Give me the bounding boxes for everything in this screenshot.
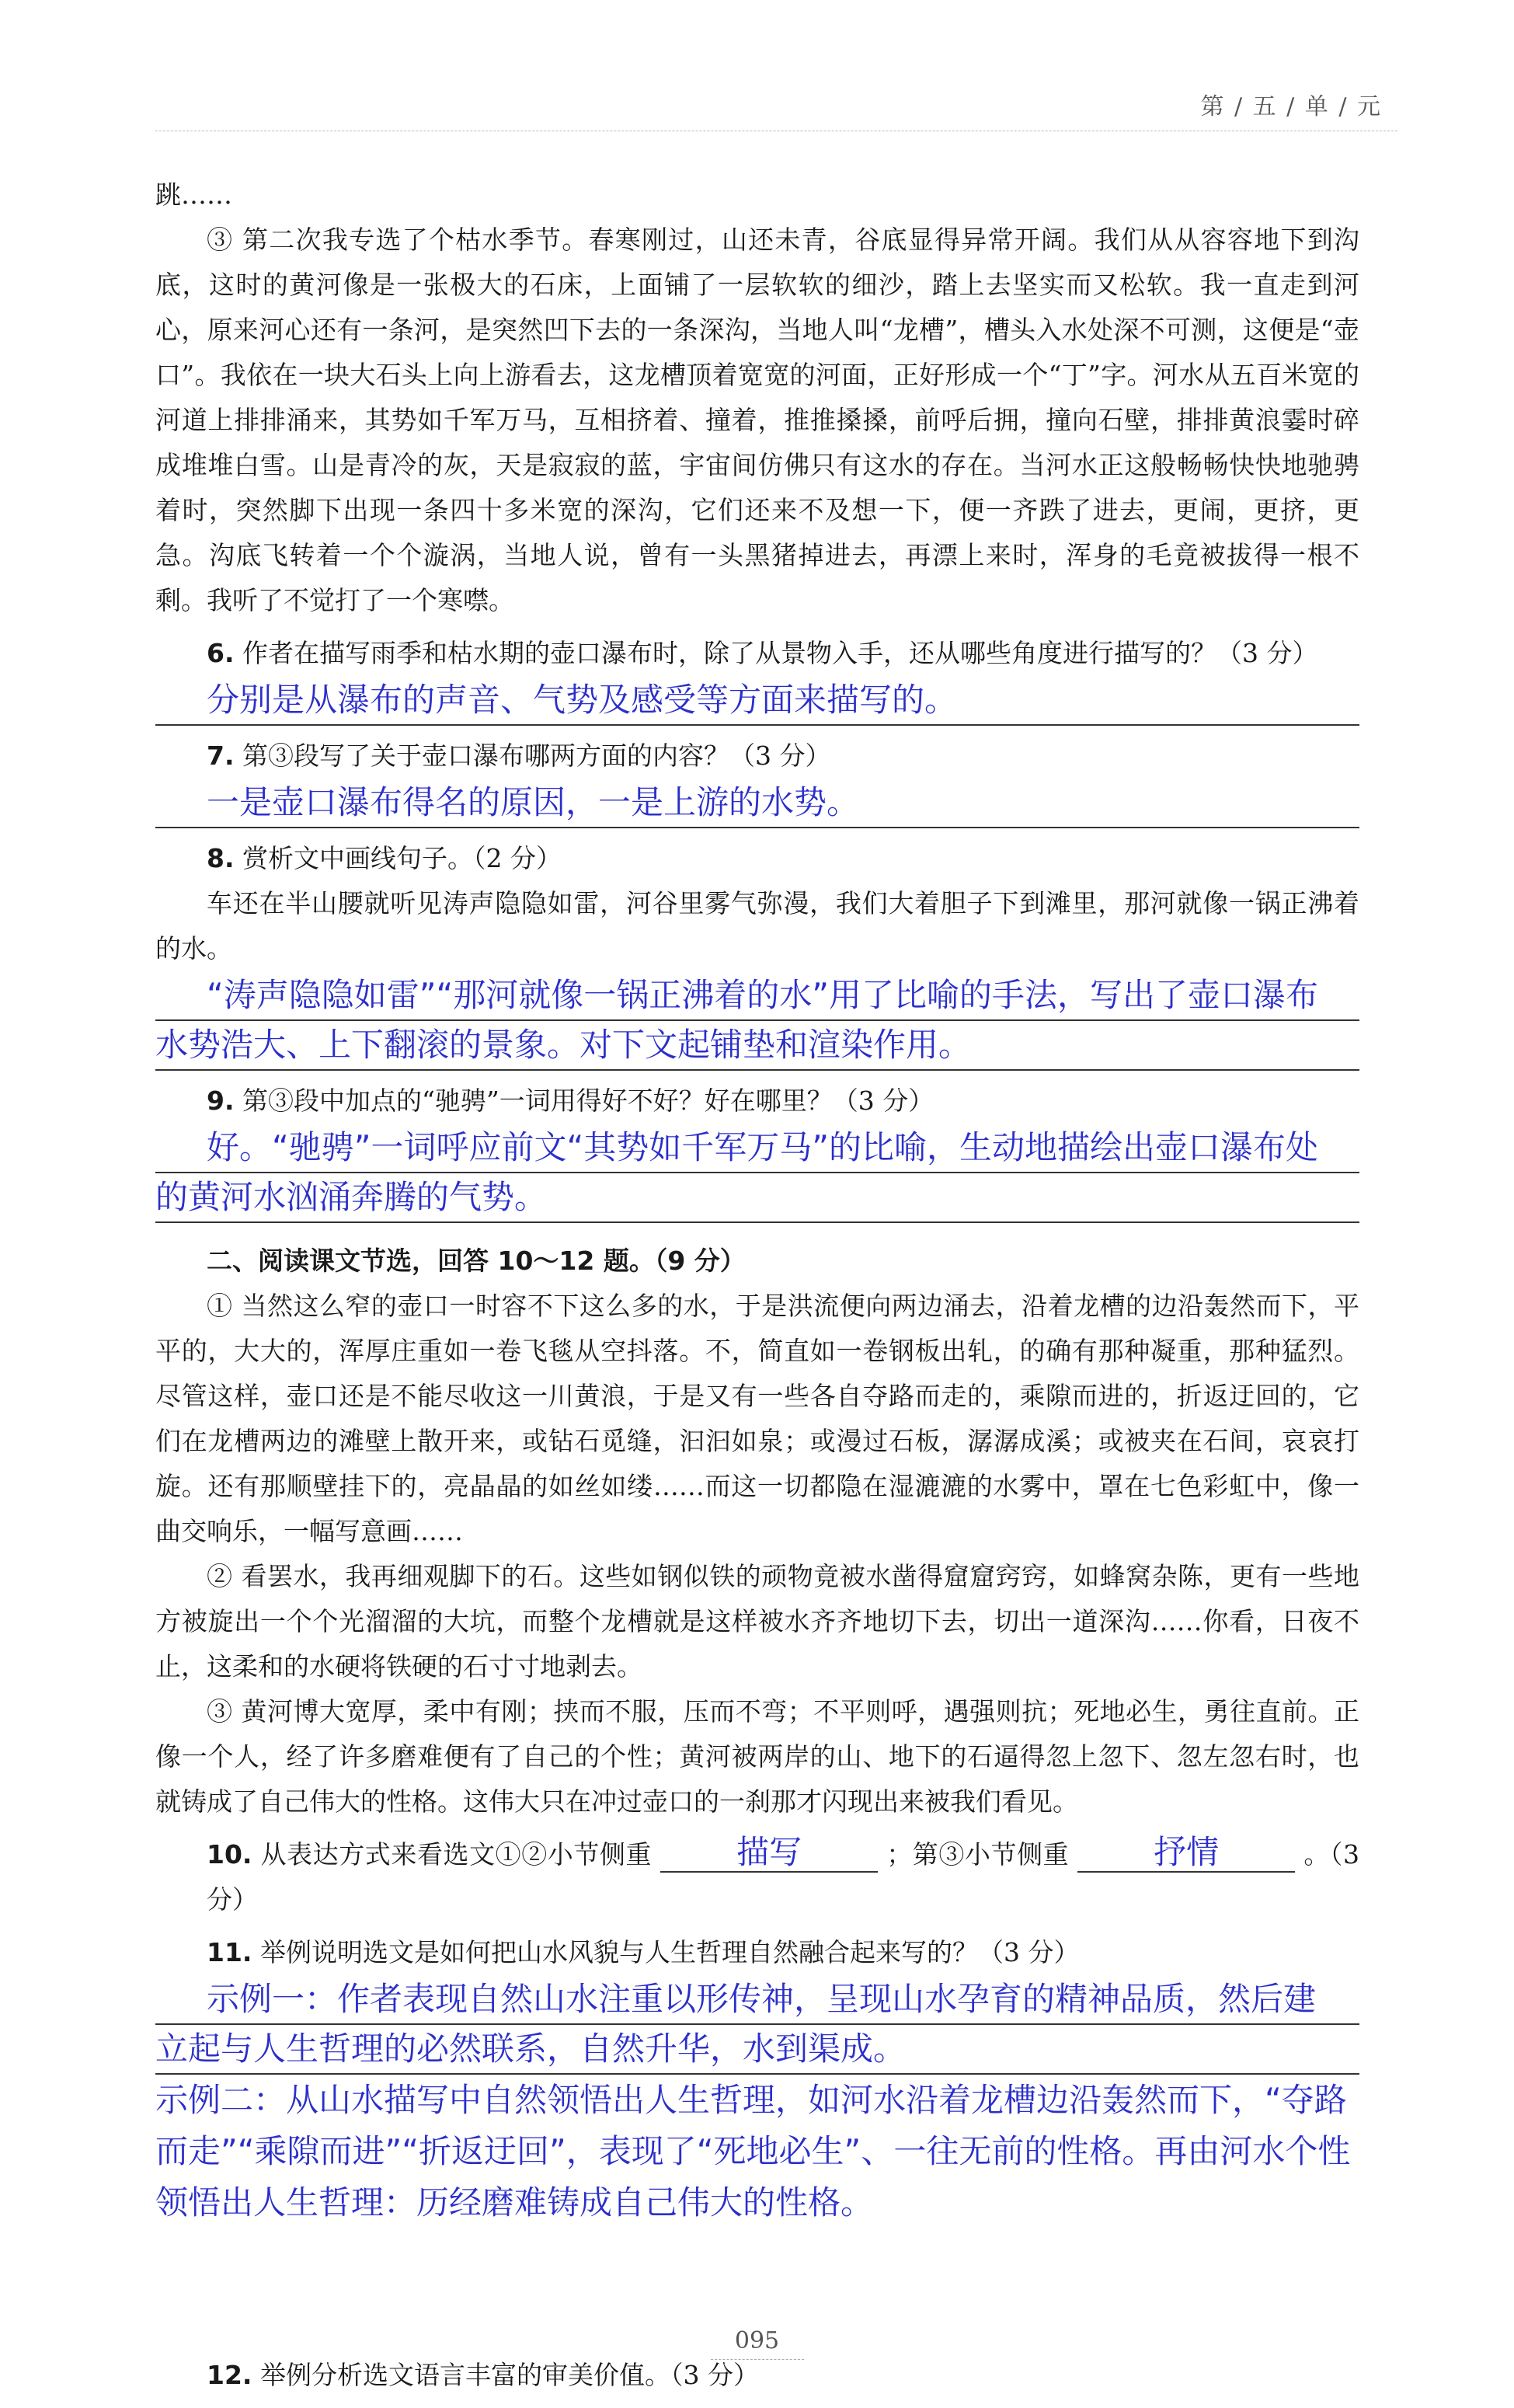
- question-10-number: 10.: [207, 1839, 252, 1870]
- question-9-number: 9.: [207, 1086, 235, 1116]
- question-12-text: 举例分析选文语言丰富的审美价值。（3 分）: [259, 2360, 759, 2390]
- question-11: [155, 1930, 1359, 1975]
- question-12-number: 12.: [207, 2360, 252, 2390]
- answer-11-example-1-line-2: 立起与人生哲理的必然联系，自然升华，水到渠成。: [155, 2025, 1359, 2075]
- question-8: [155, 836, 1359, 881]
- question-8-quote: 车还在半山腰就听见涛声隐隐如雷，河谷里雾气弥漫，我们大着胆子下到滩里，那河就像一锅正沸着的水。: [155, 888, 1359, 964]
- page-number: 095: [734, 2327, 780, 2354]
- question-10: [155, 1832, 1359, 1922]
- section-2-title: 二、阅读课文节选，回答 10～12 题。（9 分）: [207, 1246, 746, 1276]
- question-10-part-3: 。（3 分）: [207, 1839, 1359, 1915]
- passage-lead: 跳……: [155, 179, 232, 210]
- answer-6: 分别是从瀑布的声音、气势及感受等方面来描写的。: [155, 676, 1359, 726]
- question-10-part-1: 从表达方式来看选文①②小节侧重: [260, 1839, 653, 1870]
- question-6-text: 作者在描写雨季和枯水期的壶口瀑布时，除了从景物入手，还从哪些角度进行描写的？（3 分）: [242, 638, 1318, 668]
- answer-8-line-1: “涛声隐隐如雷”“那河就像一锅正沸着的水”用了比喻的手法，写出了壶口瀑布: [155, 971, 1359, 1021]
- answer-11-example-2: 示例二：从山水描写中自然领悟出人生哲理，如河水沿着龙槽边沿轰然而下，“夺路而走”“乘隙而进”“折返迂回”，表现了“死地必生”、一往无前的性格。再由河水个性领悟出人生哲理：历经磨难铸成自己伟大的性格。: [155, 2081, 1351, 2222]
- section-2-paragraph-3: ③ 黄河博大宽厚，柔中有刚；挟而不服，压而不弯；不平则呼，遇强则抗；死地必生，勇往直前。正像一个人，经了许多磨难便有了自己的个性；黄河被两岸的山、地下的石逼得忽上忽下、忽左忽右时，也就铸成了自己伟大的性格。这伟大只在冲过壶口的一刹那才闪现出来被我们看见。: [155, 1696, 1359, 1817]
- question-6-number: 6.: [207, 638, 235, 668]
- passage-paragraph-3: ③ 第二次我专选了个枯水季节。春寒刚过，山还未青，谷底显得异常开阔。我们从从容容地下到沟底，这时的黄河像是一张极大的石床，上面铺了一层软软的细沙，踏上去坚实而又松软。我一直走到河心，原来河心还有一条河，是突然凹下去的一条深沟，当地人叫“龙槽”，槽头入水处深不可测，这便是“壶口”。我依在一块大石头上向上游看去，这龙槽顶着宽宽的河面，正好形成一个“丁”字。河水从五百米宽的河道上排排涌来，其势如千军万马，互相挤着、撞着，推推搡搡，前呼后拥，撞向石壁，排排黄浪霎时碎成堆堆白雪。山是青冷的灰，天是寂寂的蓝，宇宙间仿佛只有这水的存在。当河水正这般畅畅快快地驰骋着时，突然脚下出现一条四十多米宽的深沟，它们还来不及想一下，便一齐跌了进去，更闹，更挤，更急。沟底飞转着一个个漩涡，当地人说，曾有一头黑猪掉进去，再漂上来时，浑身的毛竟被拔得一根不剩。我听了不觉打了一个寒噤。: [155, 225, 1359, 615]
- question-7-number: 7.: [207, 741, 235, 771]
- question-7: [155, 734, 1359, 779]
- question-10-blank-2[interactable]: 抒情: [1077, 1834, 1295, 1873]
- question-7-text: 第③段写了关于壶口瀑布哪两方面的内容？（3 分）: [242, 741, 831, 771]
- question-10-blank-1[interactable]: 描写: [660, 1834, 878, 1873]
- question-11-number: 11.: [207, 1937, 252, 1967]
- answer-9-line-2: 的黄河水汹涌奔腾的气势。: [155, 1173, 1359, 1223]
- question-6: [155, 631, 1359, 676]
- answer-7: 一是壶口瀑布得名的原因，一是上游的水势。: [155, 779, 1359, 828]
- question-8-number: 8.: [207, 843, 235, 873]
- page-footer: [0, 2327, 1514, 2360]
- section-2-paragraph-1: ① 当然这么窄的壶口一时容不下这么多的水，于是洪流便向两边涌去，沿着龙槽的边沿轰然而下，平平的，大大的，浑厚庄重如一卷飞毯从空抖落。不，简直如一卷钢板出轧，的确有那种凝重，那种猛烈。尽管这样，壶口还是不能尽收这一川黄浪，于是又有一些各自夺路而走的，乘隙而进的，折返迂回的，它们在龙槽两边的滩壁上散开来，或钻石觅缝，汩汩如泉；或漫过石板，潺潺成溪；或被夹在石间，哀哀打旋。还有那顺壁挂下的，亮晶晶的如丝如缕……而这一切都隐在湿漉漉的水雾中，罩在七色彩虹中，像一曲交响乐，一幅写意画……: [155, 1291, 1359, 1546]
- answer-11-example-1-line-1: 示例一：作者表现自然山水注重以形传神，呈现山水孕育的精神品质，然后建: [155, 1975, 1359, 2025]
- question-8-text: 赏析文中画线句子。（2 分）: [242, 843, 562, 873]
- page-content: [155, 172, 1359, 2398]
- question-10-part-2: ；第③小节侧重: [886, 1839, 1070, 1870]
- question-9-text: 第③段中加点的“驰骋”一词用得好不好？好在哪里？（3 分）: [242, 1086, 935, 1116]
- unit-header: 第 / 五 / 单 / 元: [1200, 93, 1382, 120]
- answer-8-line-2: 水势浩大、上下翻滚的景象。对下文起铺垫和渲染作用。: [155, 1021, 1359, 1071]
- section-2-paragraph-2: ② 看罢水，我再细观脚下的石。这些如钢似铁的顽物竟被水凿得窟窟窍窍，如蜂窝杂陈，更有一些地方被旋出一个个光溜溜的大坑，而整个龙槽就是这样被水齐齐地切下去，切出一道深沟……你看，日夜不止，这柔和的水硬将铁硬的石寸寸地剥去。: [155, 1561, 1359, 1681]
- question-11-text: 举例说明选文是如何把山水风貌与人生哲理自然融合起来写的？（3 分）: [259, 1937, 1080, 1967]
- footer-divider: [711, 2359, 804, 2360]
- question-9: [155, 1079, 1359, 1124]
- answer-9-line-1: 好。“驰骋”一词呼应前文“其势如千军万马”的比喻，生动地描绘出壶口瀑布处: [155, 1124, 1359, 1173]
